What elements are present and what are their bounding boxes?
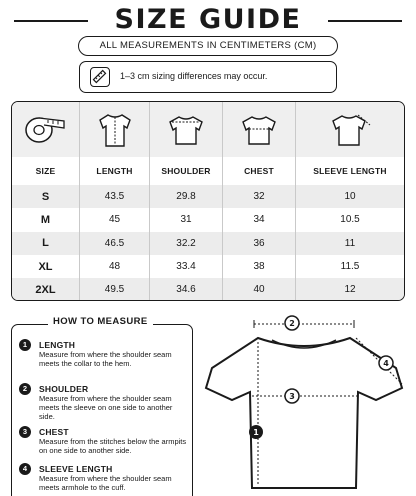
shoulder-cell: 33.4	[150, 255, 223, 278]
size-cell: L	[12, 232, 80, 255]
shoulder-cell: 34.6	[150, 278, 223, 301]
marker-4-label: 4	[383, 359, 389, 368]
tshirt-measurement-diagram	[196, 310, 414, 496]
step-number-badge: 4	[19, 463, 31, 475]
sleeve-cell: 11	[344, 237, 356, 249]
length-cell: 49.5	[80, 278, 150, 301]
marker-3-label: 3	[289, 392, 295, 401]
size-cell: 2XL	[12, 278, 80, 301]
step-title: LENGTH	[39, 340, 76, 350]
step-description: Measure from where the shoulder seam meets armhole to the cuff.	[39, 474, 172, 492]
marker-1-label: 1	[253, 428, 259, 437]
header-row	[12, 157, 404, 185]
marker-2-label: 2	[289, 319, 295, 328]
table-row	[12, 232, 404, 255]
tshirt-chest-icon	[223, 102, 296, 157]
marker-1	[249, 425, 263, 439]
tshirt-shoulder-icon	[150, 102, 223, 157]
size-cell: S	[12, 185, 80, 208]
table-row	[12, 255, 404, 278]
shoulder-cell: 29.8	[150, 185, 223, 208]
step-title: SHOULDER	[39, 384, 89, 394]
tape-measure-icon	[12, 102, 80, 157]
chest-cell: 34	[223, 208, 296, 231]
chest-cell: 32	[223, 185, 296, 208]
sleeve-cell: 12	[344, 284, 356, 296]
header-length: LENGTH	[80, 157, 150, 185]
step-number-badge: 1	[19, 339, 31, 351]
ruler-icon	[90, 67, 110, 87]
table-row	[12, 185, 404, 208]
header-sleeve-length: SLEEVE LENGTH	[313, 166, 387, 176]
header-chest: CHEST	[223, 157, 296, 185]
title-row	[0, 5, 416, 35]
icon-row	[12, 102, 404, 157]
length-cell: 46.5	[80, 232, 150, 255]
chest-cell: 38	[223, 255, 296, 278]
table-row	[12, 208, 404, 231]
marker-3	[285, 389, 299, 403]
table-row	[12, 278, 404, 301]
step-description: Measure from where the shoulder seam meets the sleeve on one side to another side.	[39, 394, 173, 421]
chest-cell: 36	[223, 232, 296, 255]
sizing-note	[79, 61, 337, 93]
how-to-measure-title: HOW TO MEASURE	[48, 314, 153, 330]
tshirt-sleeve-icon	[296, 102, 404, 157]
sleeve-cell: 11.5	[340, 261, 360, 273]
title-rule-right	[328, 20, 402, 22]
shoulder-cell: 31	[150, 208, 223, 231]
size-cell: XL	[12, 255, 80, 278]
step-title: SLEEVE LENGTH	[39, 464, 113, 474]
shoulder-cell: 32.2	[150, 232, 223, 255]
size-cell: M	[12, 208, 80, 231]
length-cell: 43.5	[80, 185, 150, 208]
length-cell: 45	[80, 208, 150, 231]
size-table	[11, 101, 405, 301]
marker-4	[379, 356, 393, 370]
header-size: SIZE	[12, 157, 80, 185]
chest-cell: 40	[223, 278, 296, 301]
tshirt-length-icon	[80, 102, 150, 157]
units-subtitle: ALL MEASUREMENTS IN CENTIMETERS (CM)	[78, 36, 338, 56]
sleeve-cell: 10.5	[340, 214, 360, 226]
header-shoulder: SHOULDER	[150, 157, 223, 185]
length-cell: 48	[80, 255, 150, 278]
note-text: 1–3 cm sizing differences may occur.	[120, 71, 268, 81]
sleeve-cell: 10	[344, 191, 356, 203]
step-description: Measure from where the shoulder seam meets the collar to the hem.	[39, 350, 172, 368]
step-number-badge: 2	[19, 383, 31, 395]
step-number-badge: 3	[19, 426, 31, 438]
page-title: SIZE GUIDE	[114, 4, 302, 35]
marker-2	[285, 316, 299, 330]
step-description: Measure from the stitches below the armpits on one side to another side.	[39, 437, 187, 455]
tshirt-outline	[206, 338, 402, 488]
step-title: CHEST	[39, 427, 69, 437]
